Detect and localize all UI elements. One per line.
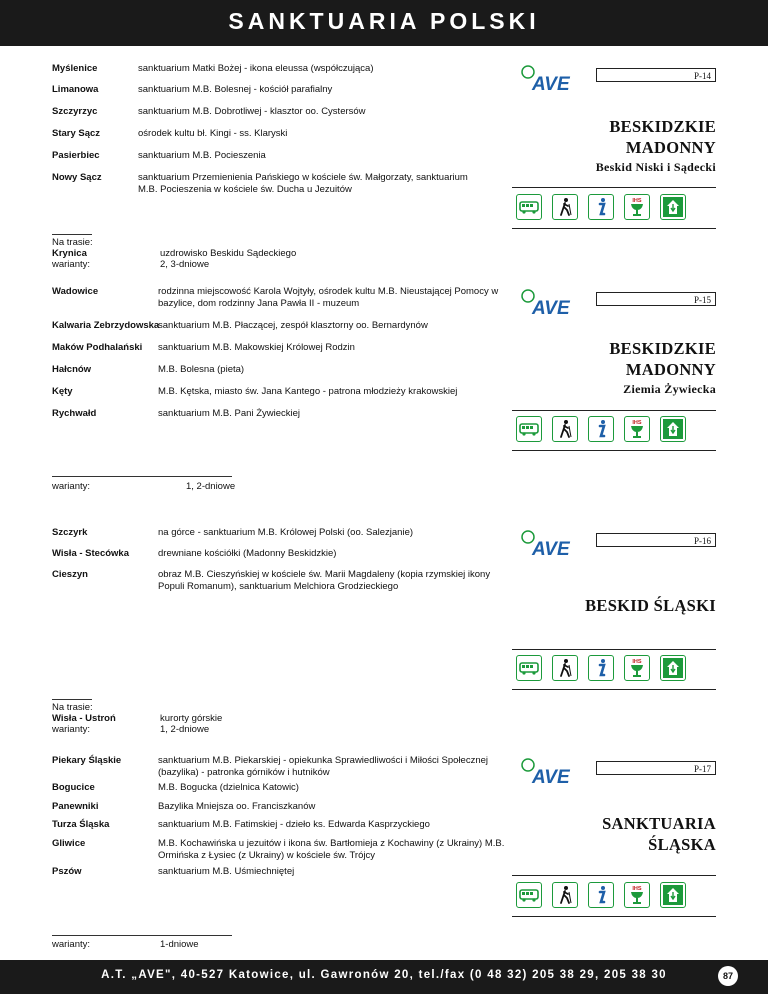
svg-text:AVE: AVE [532,539,570,560]
page-title: SANKTUARIA POLSKI [228,8,540,34]
page-number: 87 [718,966,738,986]
trail-info: warianty: [52,481,91,492]
divider [512,228,716,229]
amenity-icons [516,882,716,912]
bus-icon [516,194,542,220]
svg-text:IHS: IHS [632,886,642,892]
tour-title: BESKID ŚLĄSKI [585,596,716,615]
tour-code: P-14 [596,68,716,82]
ihs-chalice-icon [624,882,650,908]
footer-contact: A.T. „AVE", 40-527 Katowice, ul. Gawronów 20, tel./fax (0 48 32) 205 38 29, 205 38 30 [101,969,667,981]
divider [512,875,716,876]
divider [512,410,716,411]
tour-title: BESKIDZKIE MADONNY [609,117,716,157]
trail-description: kurorty górskie 1, 2-dniowe [160,713,223,735]
ave-logo [520,64,580,96]
divider [52,699,92,700]
svg-text:IHS: IHS [632,198,642,204]
trail-info: Na trasie: Krynica warianty: [52,237,93,270]
divider [52,476,232,477]
svg-text:AVE: AVE [532,298,570,319]
info-icon [588,882,614,908]
bus-icon [516,882,542,908]
svg-text:IHS: IHS [632,659,642,665]
info-icon [588,416,614,442]
church-exit-icon [660,655,686,681]
church-exit-icon [660,194,686,220]
tour-subtitle: Beskid Niski i Sądecki [595,160,716,174]
walking-person-icon [552,416,578,442]
page-header [0,0,768,46]
church-exit-icon [660,416,686,442]
ave-logo [520,288,580,320]
trail-description: 1-dniowe [160,939,199,950]
walking-person-icon [552,655,578,681]
ave-logo [520,757,580,789]
svg-text:IHS: IHS [632,420,642,426]
ihs-chalice-icon [624,416,650,442]
divider [512,649,716,650]
ihs-chalice-icon [624,194,650,220]
info-icon [588,194,614,220]
tour-subtitle: Ziemia Żywiecka [623,382,716,396]
tour-code: P-16 [596,533,716,547]
bus-icon [516,655,542,681]
walking-person-icon [552,882,578,908]
tour-code: P-15 [596,292,716,306]
trail-info: Na trasie: Wisła - Ustroń warianty: [52,702,116,735]
info-icon [588,655,614,681]
divider [512,450,716,451]
tour-title: SANKTUARIA ŚLĄSKA [602,814,716,854]
amenity-icons [516,416,716,446]
divider [52,234,92,235]
tour-title: BESKIDZKIE MADONNY [609,339,716,379]
ihs-chalice-icon [624,655,650,681]
svg-text:AVE: AVE [532,767,570,788]
divider [512,916,716,917]
page-footer [0,960,768,994]
amenity-icons [516,655,716,685]
bus-icon [516,416,542,442]
tour-code: P-17 [596,761,716,775]
walking-person-icon [552,194,578,220]
trail-description: uzdrowisko Beskidu Sądeckiego 2, 3-dniowe [160,248,297,270]
ave-logo [520,529,580,561]
divider [512,689,716,690]
church-exit-icon [660,882,686,908]
trail-info: warianty: [52,939,91,950]
svg-text:AVE: AVE [532,74,570,95]
divider [52,935,232,936]
amenity-icons [516,194,716,224]
divider [512,187,716,188]
trail-description: 1, 2-dniowe [186,481,236,492]
